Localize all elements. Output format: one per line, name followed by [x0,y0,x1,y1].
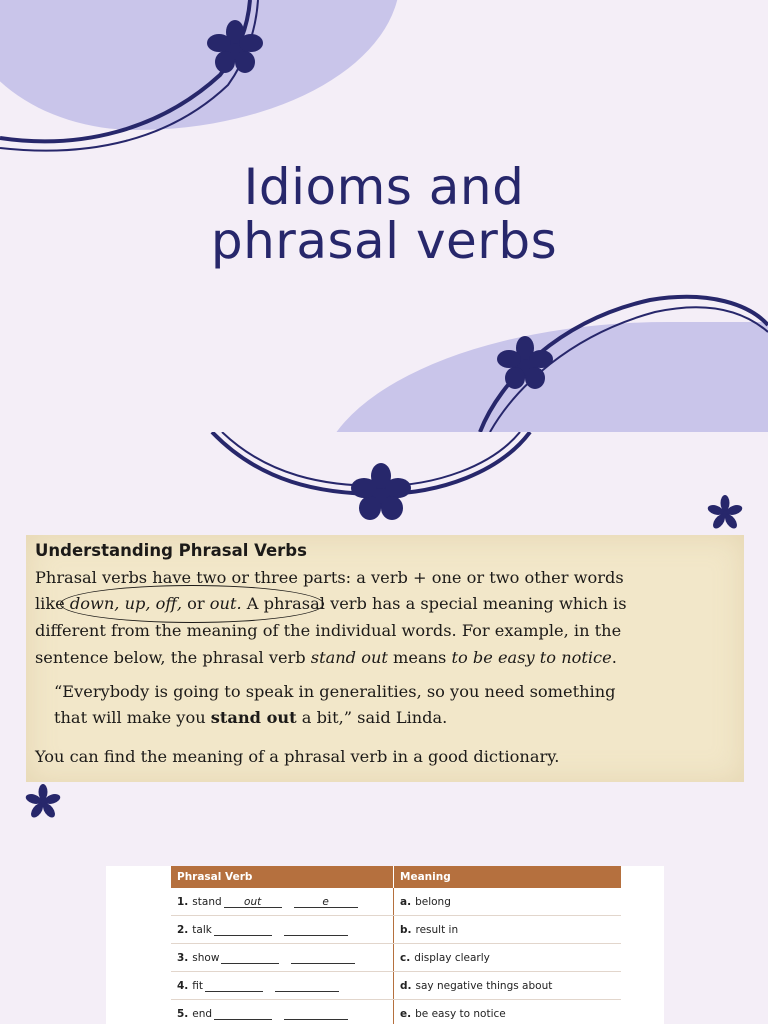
phrasal-verb-table-image [106,866,664,1024]
excerpt-text: A phrasal verb has a special meaning which is [241,594,627,613]
excerpt-quote-line [54,708,447,727]
answer-blank[interactable] [221,952,279,964]
meaning-letter: c. [400,951,411,964]
item-number: 1. [177,895,189,908]
meaning-text: display clearly [414,951,490,964]
excerpt-line: Phrasal verbs have two or three parts: a verb + one or two other words [35,568,624,587]
answer-blank[interactable] [284,924,348,936]
meaning-cell [394,916,622,944]
excerpt-text: or [182,594,210,613]
excerpt-quote-line: “Everybody is going to speak in generalities, so you need something [54,682,616,701]
item-number: 5. [177,1007,189,1020]
excerpt-text: sentence below, the phrasal verb [35,648,311,667]
item-number: 4. [177,979,189,992]
excerpt-text: like [35,594,70,613]
verb-text: fit [192,979,204,992]
meaning-text: say negative things about [415,979,553,992]
excerpt-bold: stand out [210,708,297,727]
item-number: 3. [177,951,189,964]
table-row [171,1000,621,1024]
meaning-letter: d. [400,979,412,992]
phrasal-verb-table [171,866,621,1024]
meaning-text: belong [415,895,451,908]
meaning-cell [394,972,622,1000]
phrasal-verb-cell [171,972,394,1000]
excerpt-line: different from the meaning of the individual words. For example, in the [35,621,622,640]
table-header-row [171,866,621,888]
item-number: 2. [177,923,189,936]
flower-icon [24,783,62,821]
phrasal-verb-cell [171,944,394,972]
answer-blank[interactable] [284,1008,348,1020]
excerpt-heading: Understanding Phrasal Verbs [35,541,307,560]
meaning-text: be easy to notice [415,1007,506,1020]
meaning-letter: a. [400,895,412,908]
table-row [171,972,621,1000]
answer-blank[interactable]: e [294,896,358,908]
excerpt-line: You can find the meaning of a phrasal verb in a good dictionary. [35,747,560,766]
meaning-cell [394,1000,622,1024]
excerpt-line [35,648,617,667]
verb-text: end [192,1007,213,1020]
title-line: Idioms and [243,158,525,216]
title-slide [0,0,768,432]
answer-blank[interactable]: out [224,896,282,908]
excerpt-text: that will make you [54,708,211,727]
verb-text: talk [192,923,212,936]
excerpt-italic: down, up, off, [69,594,183,613]
textbook-excerpt [26,535,744,782]
excerpt-italic: out. [209,594,242,613]
column-header: Phrasal Verb [171,866,394,888]
column-header: Meaning [394,866,622,888]
flower-icon [345,460,417,526]
meaning-letter: e. [400,1007,412,1020]
table-row [171,916,621,944]
title-line: phrasal verbs [210,212,558,270]
excerpt-text: . [611,648,617,667]
table-row [171,944,621,972]
content-slide [0,432,768,1024]
answer-blank[interactable] [214,1008,272,1020]
flower-icon [200,16,270,80]
excerpt-italic: to be easy to notice [451,648,612,667]
meaning-cell [394,944,622,972]
answer-blank[interactable] [291,952,355,964]
meaning-letter: b. [400,923,412,936]
answer-blank[interactable] [275,980,339,992]
excerpt-text: a bit,” said Linda. [296,708,448,727]
phrasal-verb-cell [171,1000,394,1024]
hand-drawn-circle [60,585,324,623]
table-row [171,888,621,916]
meaning-text: result in [415,923,459,936]
answer-blank[interactable] [205,980,263,992]
verb-text: stand [192,895,222,908]
flower-icon [490,332,560,396]
phrasal-verb-cell [171,916,394,944]
slide-title [0,160,768,268]
excerpt-italic: stand out [310,648,388,667]
meaning-cell [394,888,622,916]
verb-text: show [192,951,220,964]
excerpt-text: means [387,648,452,667]
phrasal-verb-cell [171,888,394,916]
flower-icon [706,494,744,532]
answer-blank[interactable] [214,924,272,936]
